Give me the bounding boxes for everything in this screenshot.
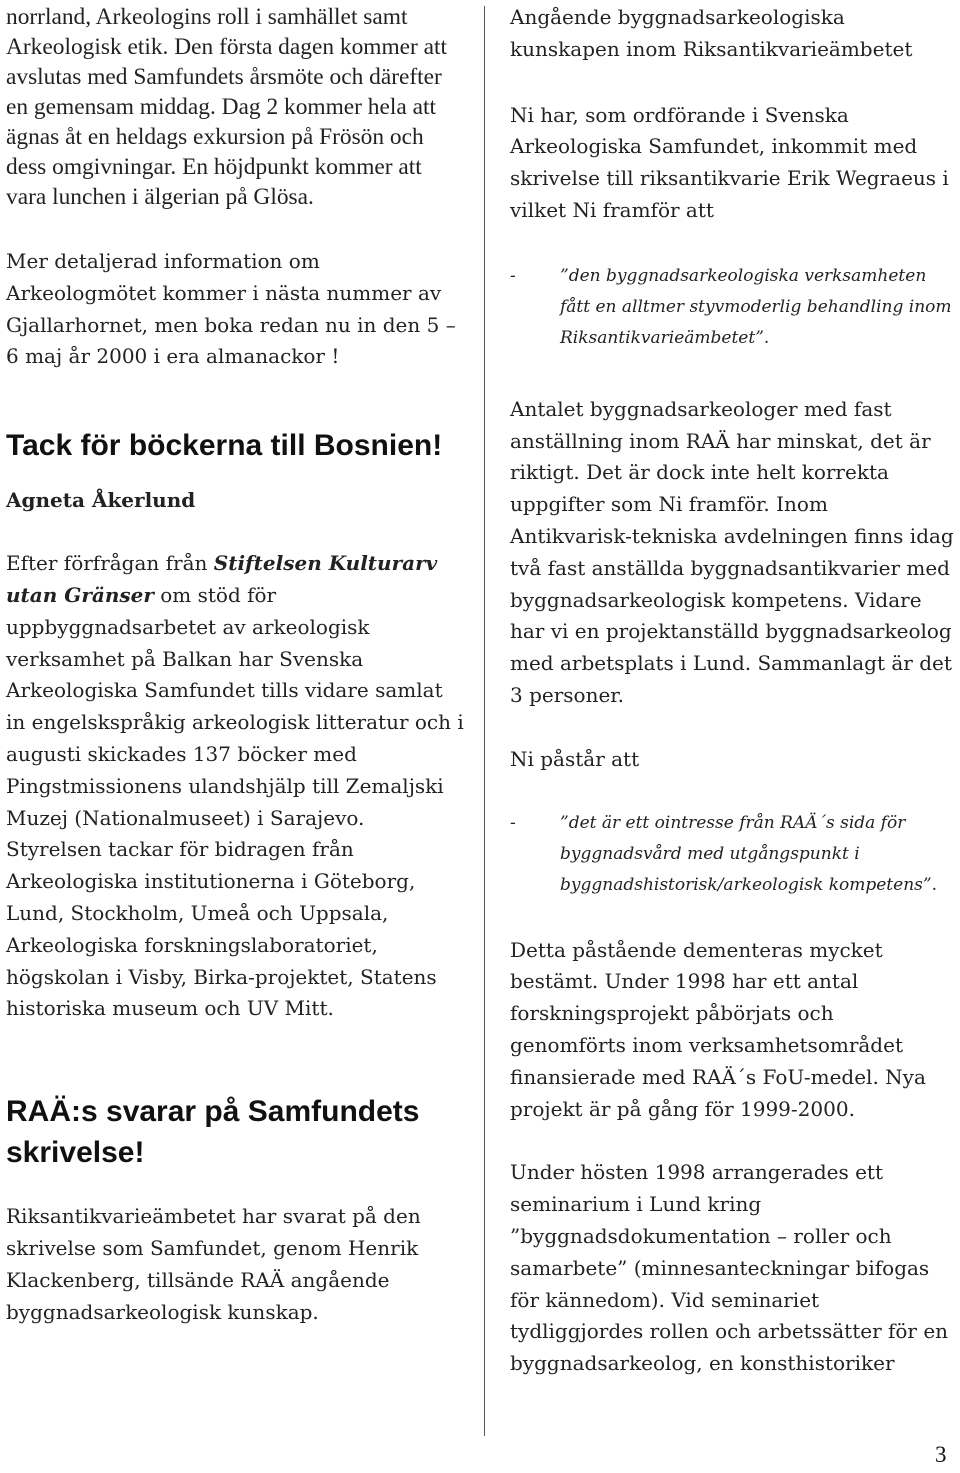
letter-opening-paragraph: Ni har, som ordförande i Svenska Arkeologiska Samfundet, inkommit med skrivelse till riksantikvarie Erik Wegraeus i vilket Ni framför att [510, 102, 949, 222]
right-column [510, 0, 955, 1380]
page-number: 3 [935, 1442, 947, 1467]
claim-intro: Ni påstår att [510, 746, 640, 771]
books-paragraph-body: om stöd för uppbyggnadsarbetet av arkeologisk verksamhet på Balkan har Svenska Arkeologiska Samfundet tills vidare samlat in engelskspråkig arkeologisk litteratur och i augusti skickades 137 böcker med Pingstmissionens ulandshjälp till Zemaljski Muzej (Nationalmuseet) i Sarajevo. Styrelsen tackar för bidragen från Arkeologiska institutionerna i Göteborg, Lund, Stockholm, Umeå och Uppsala, Arkeologiska forskningslaboratoriet, högskolan i Visby, Birka-projektet, Statens historiska museum och UV Mitt. [6, 582, 464, 1021]
rebuttal-paragraph: Detta påstående dementeras mycket bestämt. Under 1998 har ett antal forskningsprojekt påbörjats och genomförts inom verksamhetsområdet finansierade med RAÄ´s FoU-medel. Nya projekt är på gång för 1999-2000. [510, 937, 926, 1121]
foundation-name: Stiftelsen Kulturarv utan Gränser [6, 551, 438, 607]
author-byline: Agneta Åkerlund [6, 488, 196, 513]
intro-paragraph: norrland, Arkeologins roll i samhället samt Arkeologisk etik. Den första dagen kommer att avslutas med Samfundets årsmöte och därefter en gemensam middag. Dag 2 kommer hela att ägnas åt en heldags exkursion på Frösön och dess omgivningar. En höjdpunkt kommer att vara lunchen i älgerian på Glösa. [6, 4, 448, 210]
quote-block-1 [510, 261, 955, 354]
quote-dash: - [510, 812, 516, 833]
meeting-info-paragraph: Mer detaljerad information om Arkeologmötet kommer i nästa nummer av Gjallarhornet, men boka redan nu in den 5 – 6 maj år 2000 i era almanackor ! [6, 249, 456, 369]
article-heading-books: Tack för böckerna till Bosnien! [6, 429, 443, 463]
books-paragraph [6, 548, 464, 1025]
raa-intro-paragraph: Riksantikvarieämbetet har svarat på den skrivelse som Samfundet, genom Henrik Klackenberg, tillsände RAÄ angående byggnadsarkeologisk kunskap. [6, 1204, 421, 1324]
quote-text: ”den byggnadsarkeologiska verksamheten fått en alltmer styvmoderlig behandling inom Riksantikvarieämbetet”. [560, 265, 952, 348]
article-heading-raa: RAÄ:s svarar på Samfundets skrivelse! [6, 1095, 420, 1170]
column-divider [484, 6, 485, 1436]
quote-text: ”det är ett ointresse från RAÄ´s sida för byggnadsvård med utgångspunkt i byggnadshistorisk/arkeologisk kompetens”. [560, 812, 937, 895]
left-column [6, 0, 464, 1328]
staff-paragraph: Antalet byggnadsarkeologer med fast anställning inom RAÄ har minskat, det är riktigt. Det är dock inte helt korrekta uppgifter som Ni framför. Inom Antikvarisk-tekniska avdelningen finns idag två fast anställda byggnadsantikvarier med byggnadsarkeologisk kompetens. Vidare har vi en projektanställd byggnadsarkeolog med arbetsplats i Lund. Sammanlagt är det 3 personer. [510, 396, 954, 707]
quote-block-2 [510, 808, 955, 901]
letter-subject: Angående byggnadsarkeologiska kunskapen inom Riksantikvarieämbetet [510, 5, 913, 61]
seminar-paragraph: Under hösten 1998 arrangerades ett seminarium i Lund kring ”byggnadsdokumentation – roller och samarbete” (minnesanteckningar bifogas för kännedom). Vid seminariet tydliggjordes rollen och arbetssätter för en byggnadsarkeolog, en konsthistoriker [510, 1160, 949, 1376]
books-paragraph-prefix: Efter förfrågan från [6, 551, 208, 576]
quote-dash: - [510, 265, 516, 286]
